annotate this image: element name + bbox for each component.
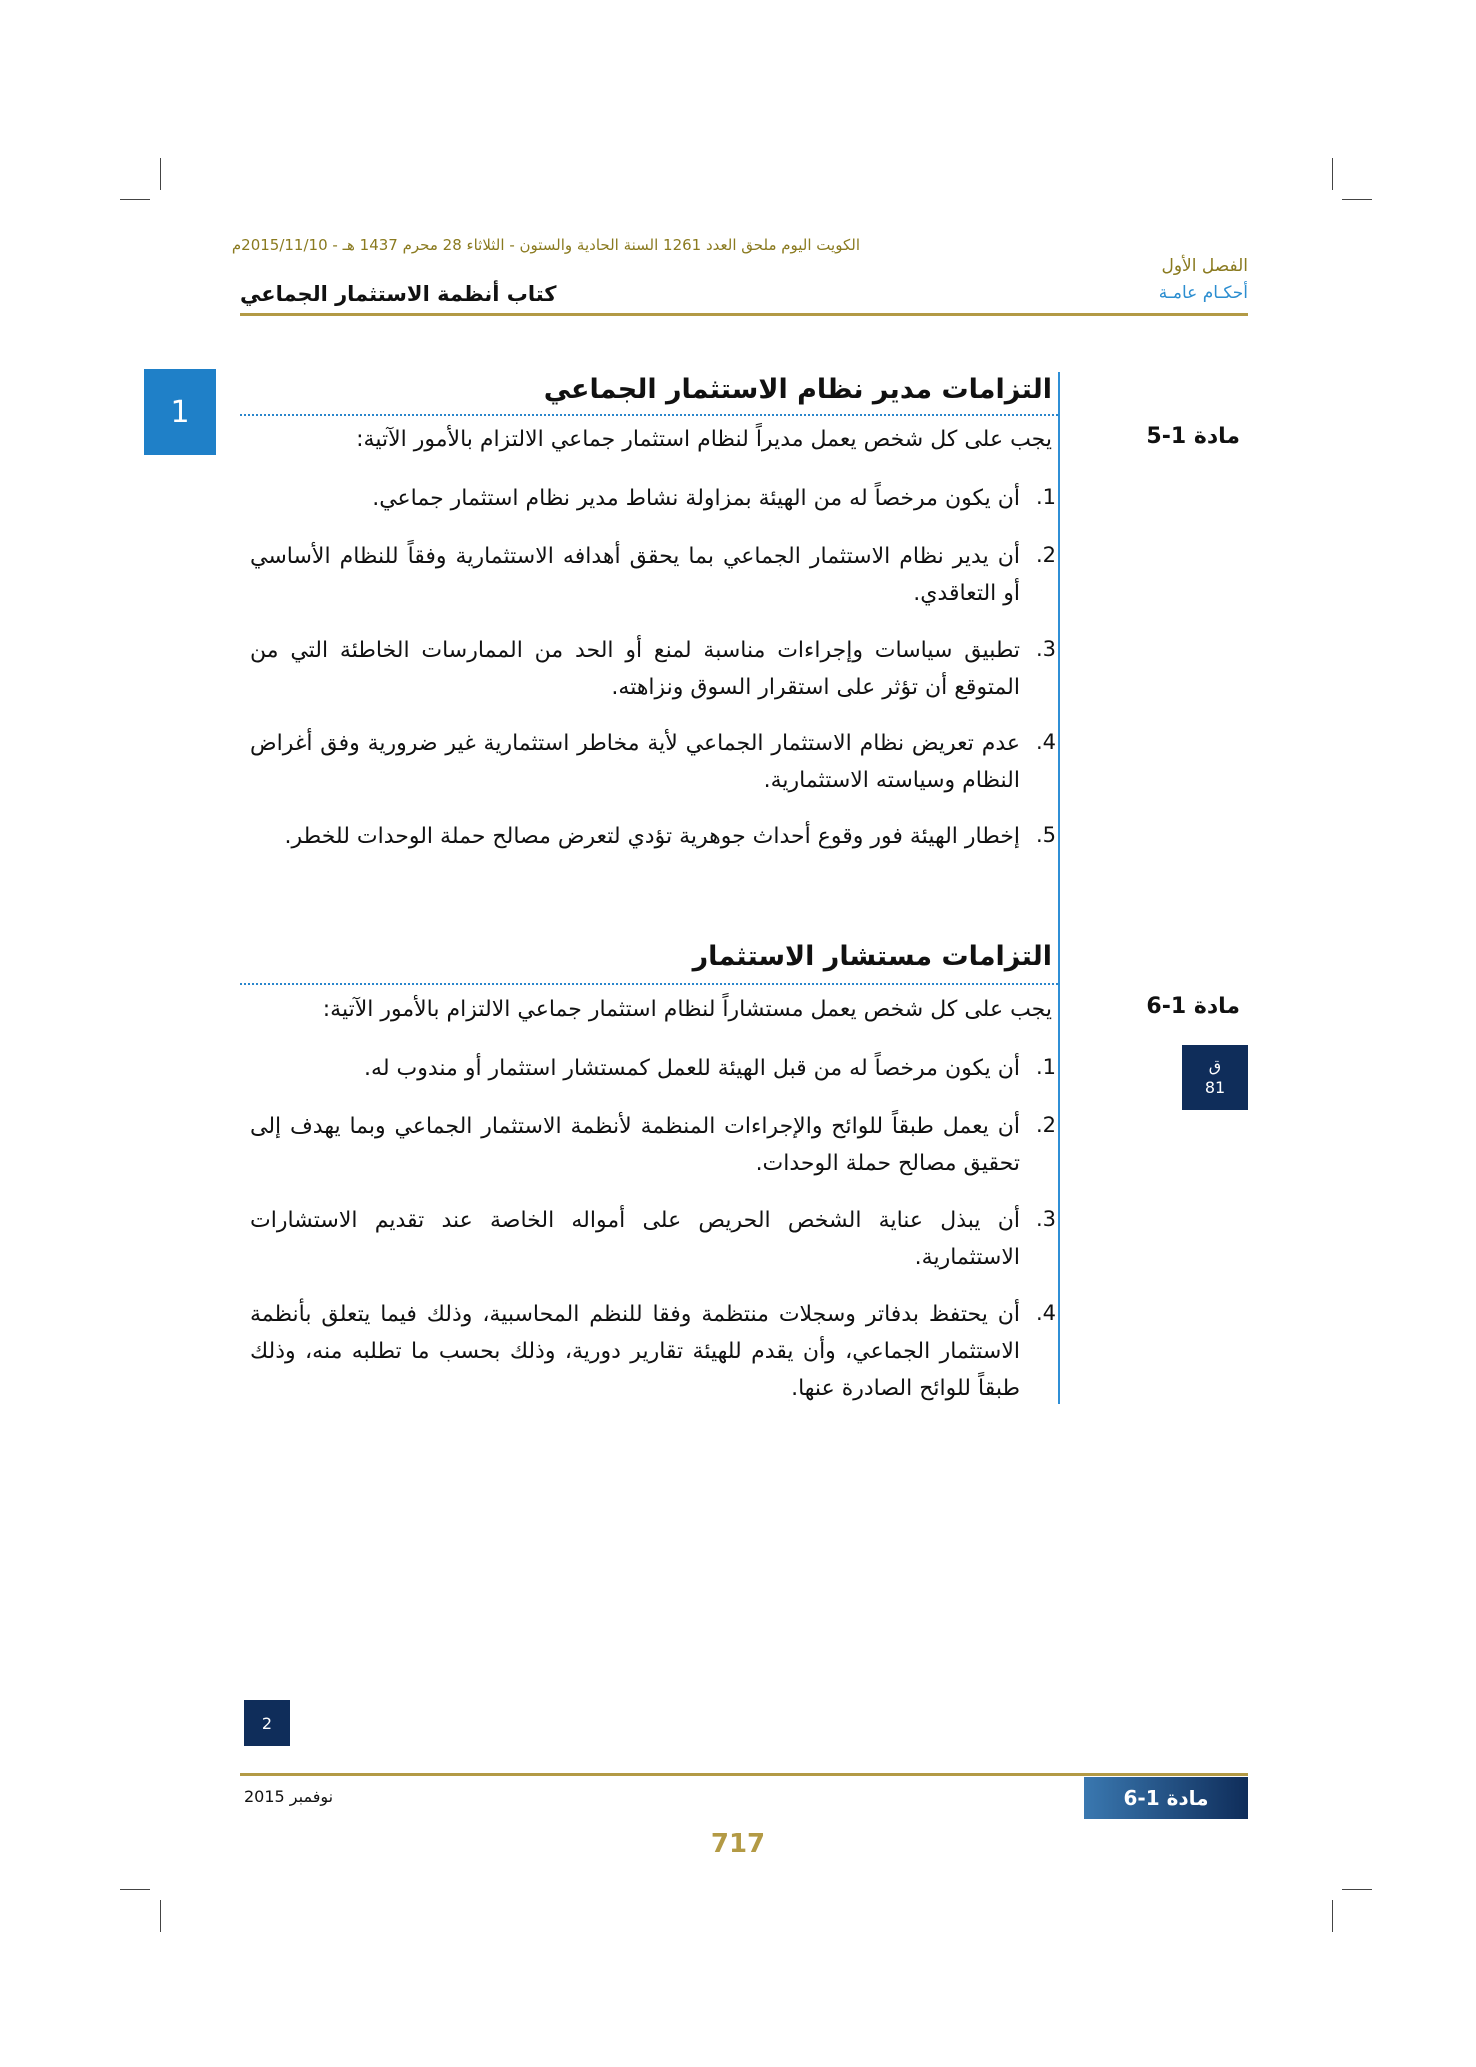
- crop-mark: [120, 1889, 150, 1890]
- crop-mark: [160, 158, 161, 190]
- item-number: .4: [1035, 1301, 1056, 1325]
- list-item: أن يعمل طبقاً للوائح والإجراءات المنظمة لأنظمة الاستثمار الجماعي وبما يهدف إلى تحقيق مصالح حملة الوحدات.: [250, 1114, 1020, 1176]
- journal-line: الكويت اليوم ملحق العدد 1261 السنة الحادية والستون - الثلاثاء 28 محرم 1437 هـ - 2015/11/10م: [231, 236, 860, 254]
- list-item: أن يكون مرخصاً له من الهيئة بمزاولة نشاط مدير نظام استثمار جماعي.: [372, 486, 1020, 511]
- page-marker: 2: [244, 1700, 290, 1746]
- article-number: مادة 1-6: [1146, 994, 1240, 1019]
- footer-date: نوفمبر 2015: [244, 1787, 334, 1806]
- crop-mark: [120, 199, 150, 200]
- crop-mark: [160, 1900, 161, 1932]
- item-number: .1: [1035, 1055, 1056, 1079]
- list-item: عدم تعريض نظام الاستثمار الجماعي لأية مخاطر استثمارية غير ضرورية وفق أغراض النظام وسياسته الاستثمارية.: [250, 731, 1020, 793]
- footer-rule: [240, 1773, 1248, 1776]
- article-intro: يجب على كل شخص يعمل مديراً لنظام استثمار جماعي الالتزام بالأمور الآتية:: [356, 427, 1052, 452]
- item-number: .3: [1035, 637, 1056, 661]
- chapter-number-badge: 1: [144, 369, 216, 455]
- chapter-subtitle: أحكـام عامـة: [1158, 283, 1248, 303]
- list-item: أن يبذل عناية الشخص الحريص على أمواله الخاصة عند تقديم الاستشارات الاستثمارية.: [250, 1208, 1020, 1270]
- section-title: التزامات مستشار الاستثمار: [692, 941, 1052, 972]
- item-number: .2: [1035, 1113, 1056, 1137]
- item-number: .5: [1035, 823, 1056, 847]
- reference-value: 81: [1204, 1078, 1226, 1097]
- crop-mark: [1342, 199, 1372, 200]
- item-number: .3: [1035, 1207, 1056, 1231]
- reference-label: ق: [1208, 1056, 1222, 1075]
- section-divider: [240, 983, 1058, 985]
- page-number: 717: [710, 1829, 766, 1859]
- list-item: أن يكون مرخصاً له من قبل الهيئة للعمل كمستشار استثمار أو مندوب له.: [364, 1056, 1020, 1081]
- section-divider: [240, 414, 1058, 416]
- section-title: التزامات مدير نظام الاستثمار الجماعي: [543, 374, 1052, 405]
- header-rule: [240, 313, 1248, 316]
- list-item: تطبيق سياسات وإجراءات مناسبة لمنع أو الحد من الممارسات الخاطئة التي من المتوقع أن تؤثر على استقرار السوق ونزاهته.: [250, 638, 1020, 700]
- crop-mark: [1332, 158, 1333, 190]
- item-number: .2: [1035, 543, 1056, 567]
- crop-mark: [1342, 1889, 1372, 1890]
- list-item: إخطار الهيئة فور وقوع أحداث جوهرية تؤدي لتعرض مصالح حملة الوحدات للخطر.: [284, 824, 1020, 849]
- crop-mark: [1332, 1900, 1333, 1932]
- footer-article-tab: مادة 1-6: [1084, 1777, 1248, 1819]
- list-item: أن يحتفظ بدفاتر وسجلات منتظمة وفقا للنظم المحاسبية، وذلك فيما يتعلق بأنظمة الاستثمار الجماعي، وأن يقدم للهيئة تقارير دورية، وذلك بحسب ما تطلبه منه، وذلك طبقاً للوائح الصادرة عنها.: [250, 1302, 1020, 1401]
- article-number: مادة 1-5: [1146, 424, 1240, 449]
- chapter-label: الفصل الأول: [1161, 256, 1248, 276]
- list-item: أن يدير نظام الاستثمار الجماعي بما يحقق أهدافه الاستثمارية وفقاً للنظام الأساسي أو التعاقدي.: [250, 544, 1020, 606]
- content-divider: [1058, 372, 1060, 1404]
- item-number: .1: [1035, 485, 1056, 509]
- item-number: .4: [1035, 730, 1056, 754]
- article-intro: يجب على كل شخص يعمل مستشاراً لنظام استثمار جماعي الالتزام بالأمور الآتية:: [322, 997, 1052, 1022]
- book-title: كتاب أنظمة الاستثمار الجماعي: [240, 282, 557, 306]
- reference-badge: [1182, 1045, 1248, 1110]
